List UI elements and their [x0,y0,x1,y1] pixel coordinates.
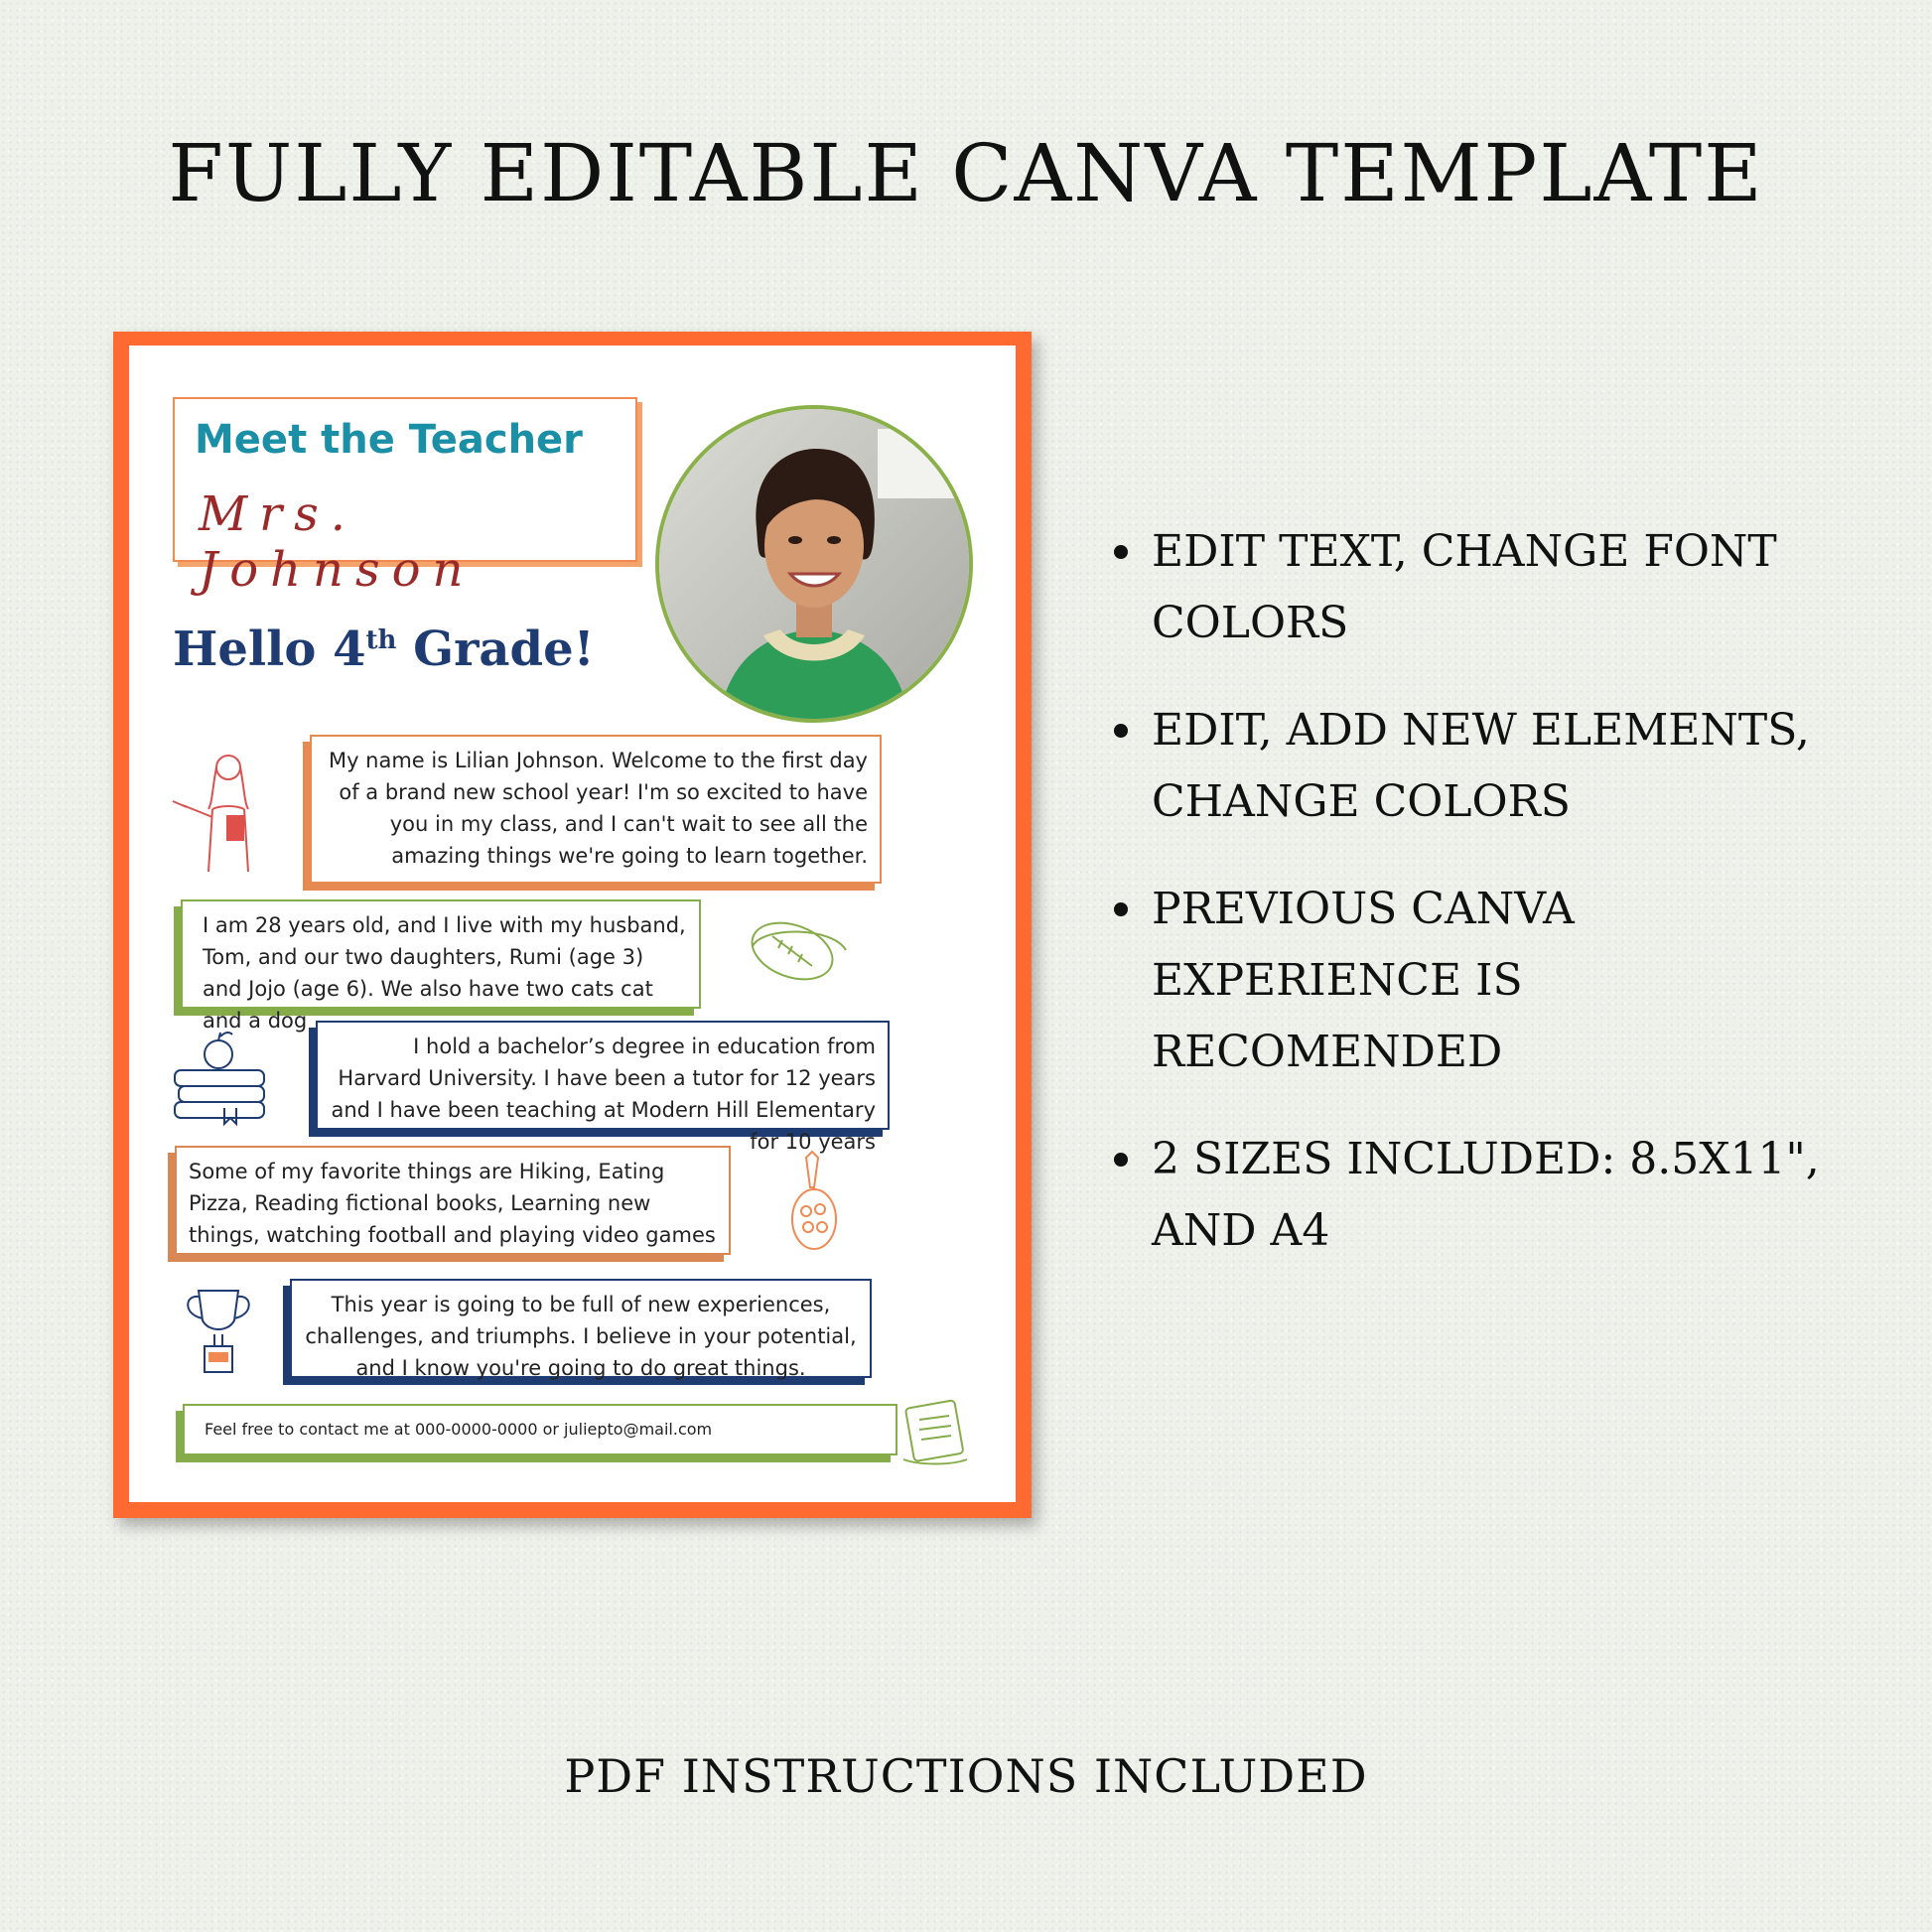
flyer-page [129,345,1016,1502]
feature-item: 2 SIZES INCLUDED: 8.5X11", AND A4 [1112,1124,1866,1267]
football-icon [743,906,852,996]
bullet-icon [1114,902,1128,916]
education-paragraph: I hold a bachelor’s degree in education from Harvard University. I have been a tutor for 12 years and I have been teaching at Modern Hill Elementary for 10 years [316,1021,890,1130]
favorites-paragraph: Some of my favorite things are Hiking, Eating Pizza, Reading fictional books, Learning new things, watching football and playing video games [175,1146,731,1255]
title-meet-teacher: Meet the Teacher [195,417,583,463]
feature-item: EDIT TEXT, CHANGE FONT COLORS [1112,516,1866,659]
books-apple-icon [165,1021,274,1130]
intro-paragraph: My name is Lilian Johnson. Welcome to the first day of a brand new school year! I'm so excited to have you in my class, and I can't wait to see all the amazing things we're going to learn together. [310,735,882,884]
teacher-illustration-icon [169,748,268,877]
family-paragraph: I am 28 years old, and I live with my husband, Tom, and our two daughters, Rumi (age 3) and Jojo (age 6). We also have two cats cat and a dog [181,899,701,1009]
paint-palette-icon [778,1148,848,1257]
hello-grade-heading: Hello 4th Grade! [173,621,595,677]
feature-item: PREVIOUS CANVA EXPERIENCE IS RECOMENDED [1112,874,1866,1088]
bullet-icon [1114,1153,1128,1167]
closing-paragraph: This year is going to be full of new experiences, challenges, and triumphs. I believe in your potential, and I know you're going to do great things. [290,1279,872,1378]
teacher-name: Mrs. Johnson [199,486,476,598]
pdf-instructions-note: PDF INSTRUCTIONS INCLUDED [564,1749,1368,1803]
bullet-icon [1114,724,1128,738]
flyer-preview [113,332,1032,1518]
bullet-icon [1114,545,1128,559]
clipboard-icon [896,1390,975,1469]
headline: FULLY EDITABLE CANVA TEMPLATE [168,127,1764,219]
title-box [173,397,637,598]
teacher-photo [655,405,973,723]
contact-line: Feel free to contact me at 000-0000-0000 or juliepto@mail.com [183,1404,897,1455]
feature-list [1112,516,1866,1303]
trophy-icon [169,1281,268,1380]
feature-item: EDIT, ADD NEW ELEMENTS, CHANGE COLORS [1112,695,1866,838]
